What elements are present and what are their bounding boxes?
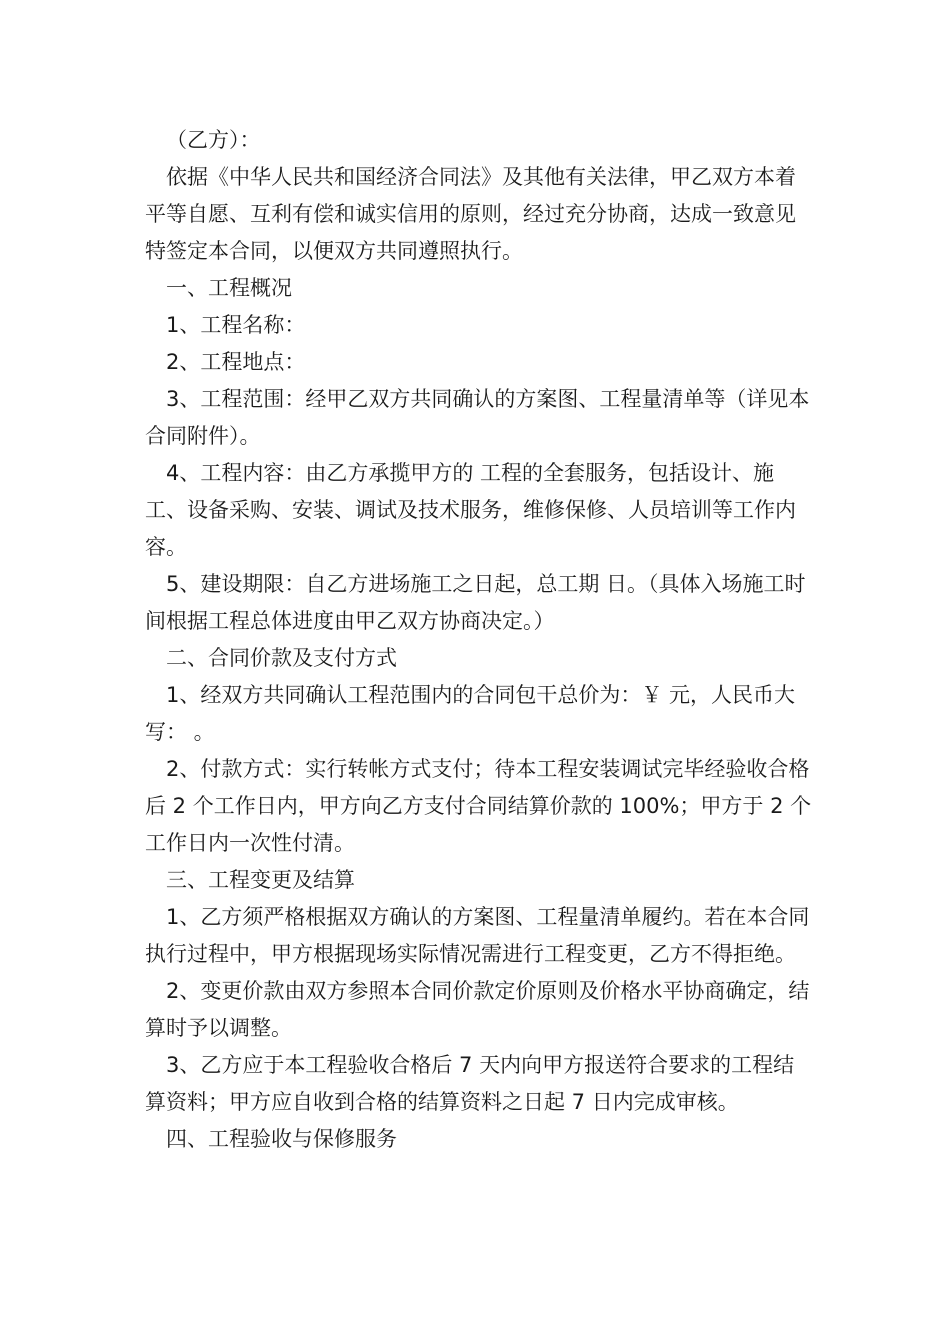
- section2-item-1: 1、经双方共同确认工程范围内的合同包干总价为：￥ 元，人民币大写： 。: [145, 683, 796, 744]
- document-body: [145, 122, 815, 1158]
- section-heading-3: 三、工程变更及结算: [166, 868, 355, 892]
- section1-item-3: 3、工程范围：经甲乙双方共同确认的方案图、工程量清单等（详见本合同附件）。: [145, 387, 810, 448]
- section-heading-4: 四、工程验收与保修服务: [166, 1127, 397, 1151]
- party-b-line: （乙方）：: [166, 128, 261, 152]
- section-heading-2: 二、合同价款及支付方式: [166, 646, 397, 670]
- section3-item-2: 2、变更价款由双方参照本合同价款定价原则及价格水平协商确定，结算时予以调整。: [145, 979, 810, 1040]
- intro-paragraph: 依据《中华人民共和国经济合同法》及其他有关法律，甲乙双方本着平等自愿、互利有偿和诚实信用的原则，经过充分协商，达成一致意见特签定本合同，以便双方共同遵照执行。: [145, 165, 796, 263]
- section1-item-1: 1、工程名称：: [166, 313, 306, 337]
- section3-item-3: 3、乙方应于本工程验收合格后 7 天内向甲方报送符合要求的工程结算资料；甲方应自收到合格的结算资料之日起 7 日内完成审核。: [145, 1053, 795, 1114]
- section2-item-2: 2、付款方式：实行转帐方式支付；待本工程安装调试完毕经验收合格后 2 个工作日内，甲方向乙方支付合同结算价款的 100%；甲方于 2 个工作日内一次性付清。: [145, 757, 812, 855]
- section1-item-4: 4、工程内容：由乙方承揽甲方的 工程的全套服务，包括设计、施工、设备采购、安装、调试及技术服务，维修保修、人员培训等工作内容。: [145, 461, 796, 559]
- section1-item-2: 2、工程地点：: [166, 350, 306, 374]
- section3-item-1: 1、乙方须严格根据双方确认的方案图、工程量清单履约。若在本合同执行过程中，甲方根据现场实际情况需进行工程变更，乙方不得拒绝。: [145, 905, 810, 966]
- section1-item-5: 5、建设期限：自乙方进场施工之日起，总工期 日。（具体入场施工时间根据工程总体进度由甲乙双方协商决定。）: [145, 572, 806, 633]
- section-heading-1: 一、工程概况: [166, 276, 292, 300]
